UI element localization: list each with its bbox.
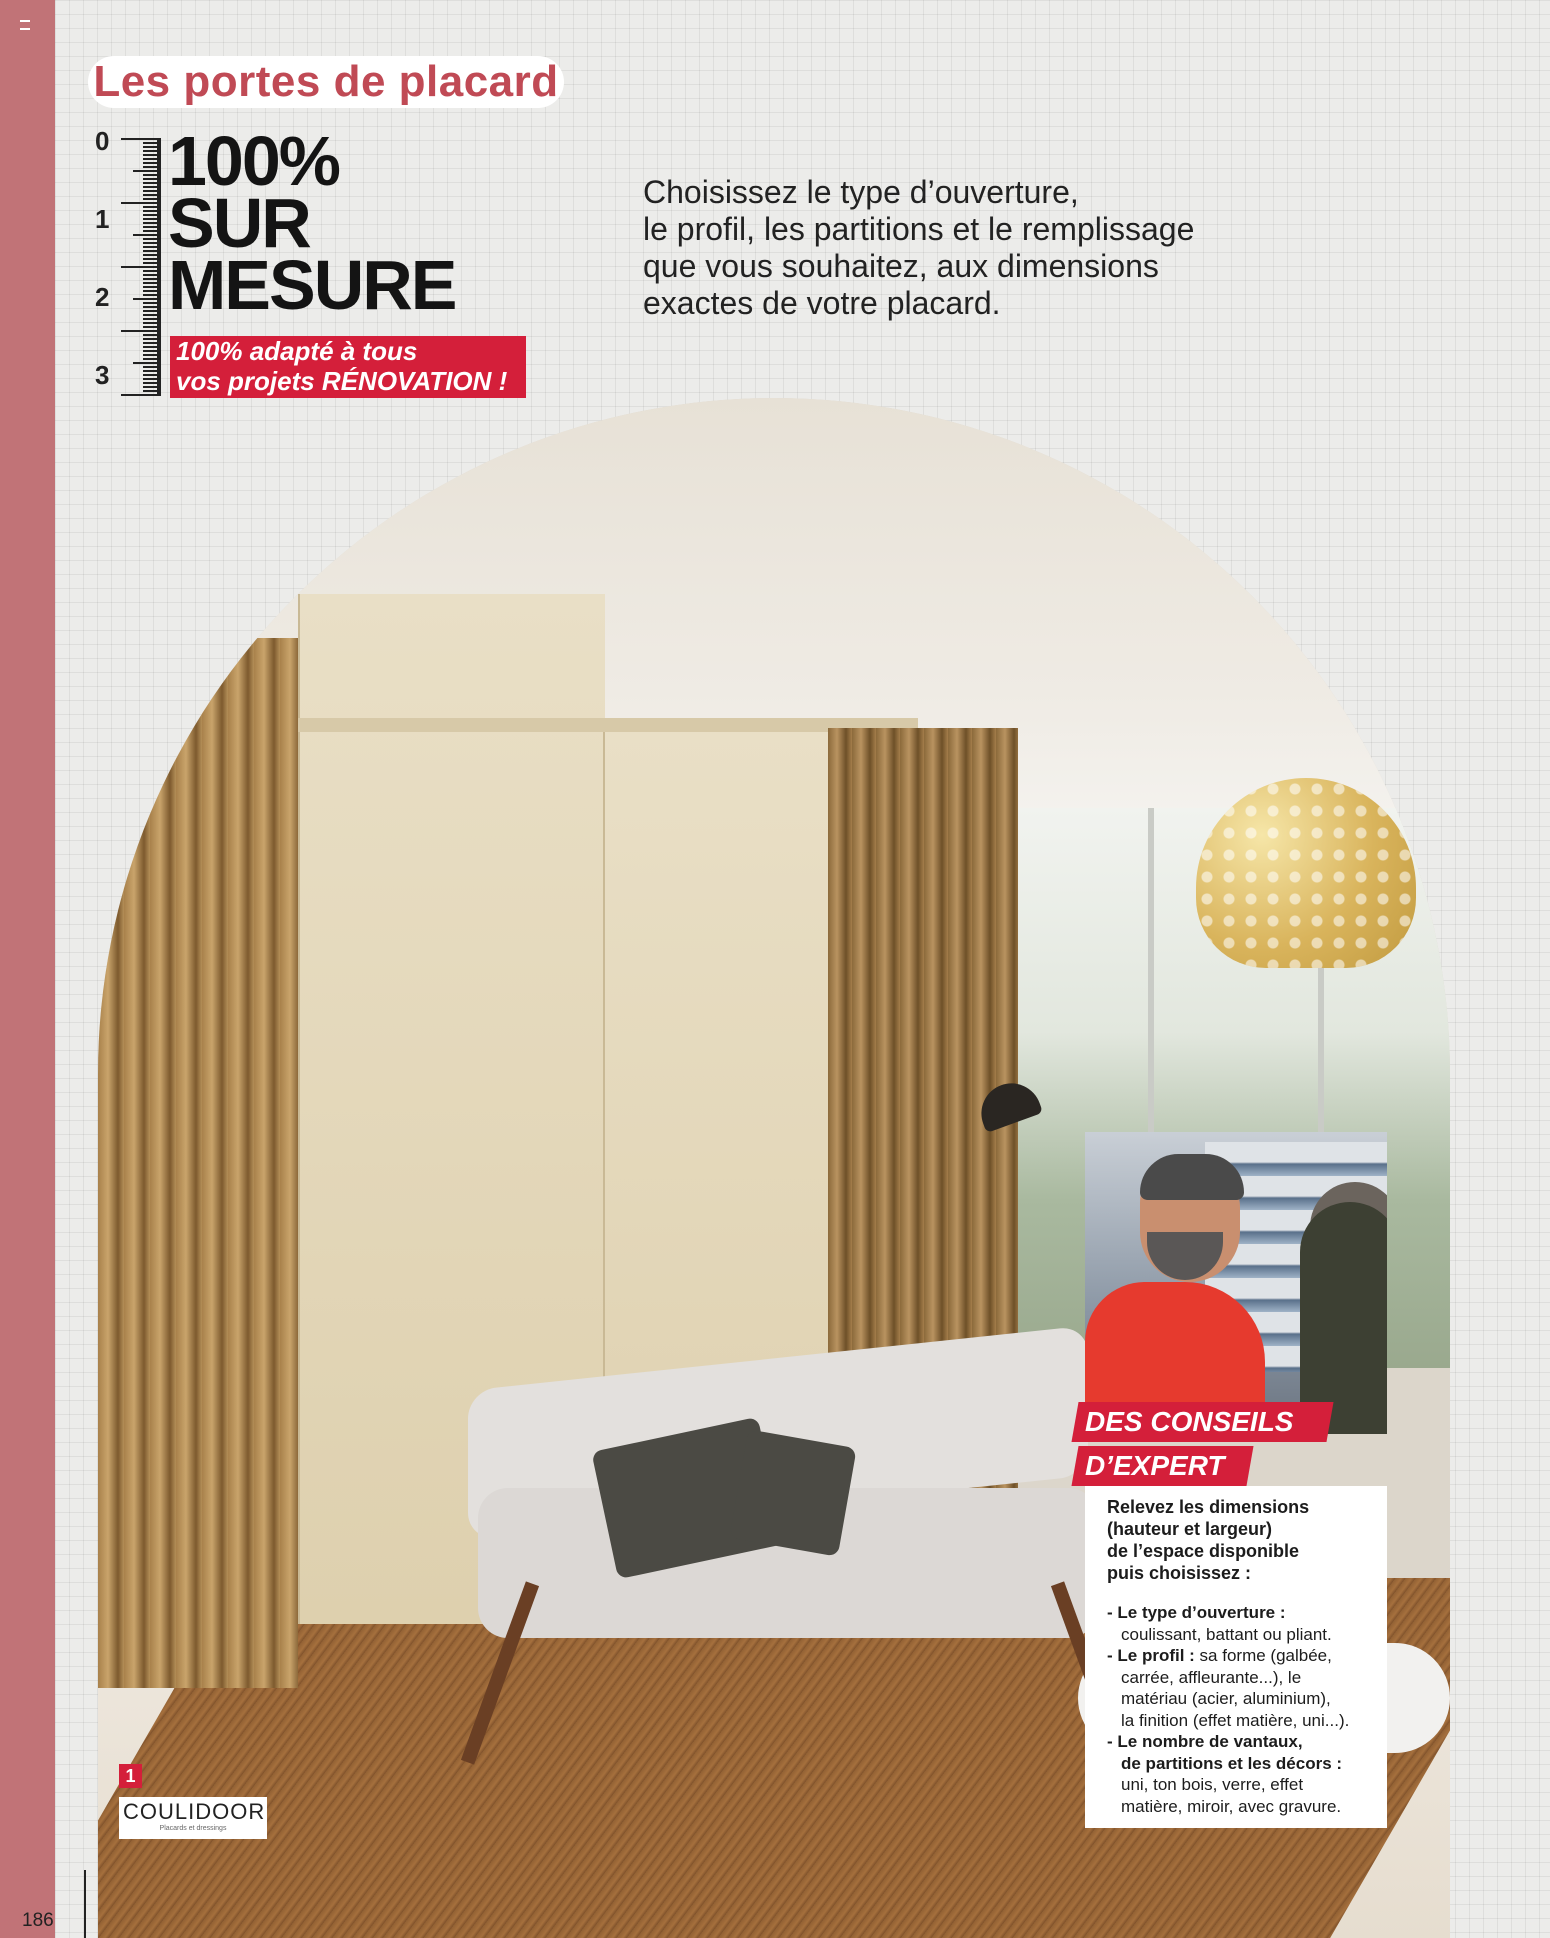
ruler-tick bbox=[143, 326, 157, 328]
ruler-tick bbox=[143, 390, 157, 392]
ruler-tick bbox=[143, 226, 157, 228]
ruler-tick bbox=[143, 182, 157, 184]
ruler-tick bbox=[143, 174, 157, 176]
ruler-tick bbox=[143, 382, 157, 384]
brand-tagline: Placards et dressings bbox=[159, 1825, 227, 1832]
ruler-tick bbox=[143, 318, 157, 320]
renovation-banner bbox=[170, 336, 526, 398]
ruler-tick bbox=[143, 378, 157, 380]
ruler-tick bbox=[143, 346, 157, 348]
list-item-label: de partitions et les décors : bbox=[1121, 1753, 1343, 1773]
ruler-tick bbox=[143, 218, 157, 220]
ruler-tick bbox=[143, 154, 157, 156]
door-rail bbox=[298, 718, 918, 732]
ruler-tick bbox=[143, 246, 157, 248]
ruler-tick bbox=[143, 358, 157, 360]
list-item-continuation bbox=[1107, 1753, 1377, 1775]
cushion bbox=[729, 1429, 856, 1556]
ruler-tick bbox=[143, 306, 157, 308]
customer bbox=[1300, 1202, 1387, 1434]
ruler-tick bbox=[143, 178, 157, 180]
ruler-tick bbox=[133, 170, 157, 172]
ruler-tick bbox=[121, 138, 157, 140]
ruler-tick bbox=[143, 242, 157, 244]
brand-name: COULIDOOR bbox=[123, 1799, 266, 1824]
headline-line-3: MESURE bbox=[168, 246, 456, 324]
section-title-pill bbox=[88, 56, 564, 108]
ruler-tick bbox=[143, 290, 157, 292]
ruler-tick bbox=[143, 286, 157, 288]
renovation-line-1: 100% adapté à tous bbox=[176, 336, 418, 366]
ruler-tick bbox=[121, 202, 157, 204]
expert-advice-card bbox=[1085, 1486, 1387, 1828]
expert-lead-line: puis choisissez : bbox=[1107, 1563, 1252, 1583]
ruler-tick bbox=[143, 214, 157, 216]
list-item bbox=[1107, 1602, 1377, 1624]
list-item-continuation: uni, ton bois, verre, effet bbox=[1121, 1775, 1304, 1794]
expert-lead bbox=[1107, 1496, 1377, 1584]
list-item-label: - Le profil : bbox=[1107, 1646, 1195, 1665]
ruler-tick bbox=[143, 230, 157, 232]
expert-lead-line: Relevez les dimensions bbox=[1107, 1497, 1310, 1517]
ruler-tick bbox=[143, 158, 157, 160]
ruler-tick bbox=[143, 322, 157, 324]
ruler-tick bbox=[143, 342, 157, 344]
photo-number-badge: 1 bbox=[119, 1764, 142, 1788]
expert-hair bbox=[1140, 1154, 1244, 1200]
ruler-tick bbox=[133, 234, 157, 236]
side-color-band bbox=[0, 0, 55, 1938]
expert-lead-line: de l’espace disponible bbox=[1107, 1541, 1300, 1561]
ruler-tick bbox=[143, 370, 157, 372]
ruler-tick bbox=[143, 162, 157, 164]
ruler-tick bbox=[143, 210, 157, 212]
list-item-continuation: matière, miroir, avec gravure. bbox=[1121, 1796, 1342, 1816]
ruler-tick bbox=[143, 150, 157, 152]
brand-logo bbox=[119, 1797, 267, 1839]
ruler-tick bbox=[143, 238, 157, 240]
list-item-continuation: la finition (effet matière, uni...). bbox=[1121, 1710, 1350, 1730]
expert-title-line-1: DES CONSEILS bbox=[1085, 1406, 1294, 1437]
page-divider bbox=[84, 1870, 86, 1938]
ruler-tick bbox=[121, 394, 157, 396]
expert-photo bbox=[1085, 1132, 1387, 1434]
ruler-tick bbox=[143, 146, 157, 148]
list-item-label: - Le type d’ouverture : bbox=[1107, 1603, 1286, 1622]
intro-line-3: que vous souhaitez, aux dimensions bbox=[643, 248, 1159, 284]
ruler-tick bbox=[143, 270, 157, 272]
ruler-tick bbox=[143, 206, 157, 208]
expert-lead-line: (hauteur et largeur) bbox=[1107, 1519, 1273, 1539]
list-item-label: - Le nombre de vantaux, bbox=[1107, 1732, 1303, 1751]
ruler-tick bbox=[143, 354, 157, 356]
ruler-label-3: 3 bbox=[95, 360, 110, 390]
intro-line-2: le profil, les partitions et le remplissage bbox=[643, 211, 1195, 247]
expert-title-line-2: D’EXPERT bbox=[1085, 1450, 1225, 1481]
menu-lines-icon bbox=[20, 20, 30, 30]
list-item bbox=[1107, 1731, 1377, 1753]
intro-paragraph bbox=[643, 174, 1263, 322]
list-item-text: sa forme (galbée, bbox=[1194, 1646, 1332, 1665]
ruler-tick bbox=[143, 386, 157, 388]
ruler-tick bbox=[143, 190, 157, 192]
ruler-tick bbox=[143, 250, 157, 252]
ruler-tick bbox=[143, 278, 157, 280]
measure-ruler-graphic bbox=[95, 128, 161, 400]
ruler-label-2: 2 bbox=[95, 282, 110, 312]
ruler-tick bbox=[143, 166, 157, 168]
ruler-tick bbox=[143, 262, 157, 264]
headline-block bbox=[168, 122, 456, 324]
wood-slat-panel-left bbox=[98, 638, 298, 1688]
ruler-tick bbox=[121, 266, 157, 268]
headline-line-1: 100% bbox=[168, 122, 340, 200]
ruler-tick bbox=[143, 302, 157, 304]
intro-line-4: exactes de votre placard. bbox=[643, 285, 1001, 321]
ruler-tick bbox=[143, 366, 157, 368]
renovation-line-2: vos projets RÉNOVATION ! bbox=[176, 366, 508, 396]
intro-line-1: Choisissez le type d’ouverture, bbox=[643, 174, 1079, 210]
expert-list bbox=[1107, 1602, 1377, 1817]
ruler-tick bbox=[143, 334, 157, 336]
ruler-tick bbox=[143, 142, 157, 144]
section-title: Les portes de placard bbox=[93, 57, 559, 106]
ruler-tick bbox=[143, 350, 157, 352]
ruler-tick bbox=[143, 274, 157, 276]
list-item-continuation: coulissant, battant ou pliant. bbox=[1121, 1624, 1332, 1644]
ruler-tick bbox=[143, 254, 157, 256]
ruler-tick bbox=[133, 362, 157, 364]
ruler-tick bbox=[143, 222, 157, 224]
ruler-label-1: 1 bbox=[95, 204, 110, 234]
ruler-tick bbox=[143, 194, 157, 196]
ruler-tick bbox=[143, 294, 157, 296]
list-item-continuation: carrée, affleurante...), le bbox=[1121, 1667, 1302, 1687]
ruler-tick bbox=[143, 186, 157, 188]
ruler-tick bbox=[143, 198, 157, 200]
headline-line-2: SUR bbox=[168, 184, 310, 262]
ruler-label-0: 0 bbox=[95, 126, 110, 156]
list-item-continuation: matériau (acier, aluminium), bbox=[1121, 1689, 1331, 1708]
list-item bbox=[1107, 1645, 1377, 1667]
ruler-tick bbox=[143, 258, 157, 260]
ruler-tick bbox=[143, 374, 157, 376]
ruler-tick bbox=[143, 310, 157, 312]
ruler-tick bbox=[121, 330, 157, 332]
page-number: 186 bbox=[22, 1910, 54, 1931]
ruler-tick bbox=[133, 298, 157, 300]
ruler-tick bbox=[143, 338, 157, 340]
ruler-tick bbox=[143, 314, 157, 316]
ruler-tick bbox=[143, 282, 157, 284]
ruler-bar bbox=[157, 138, 161, 396]
